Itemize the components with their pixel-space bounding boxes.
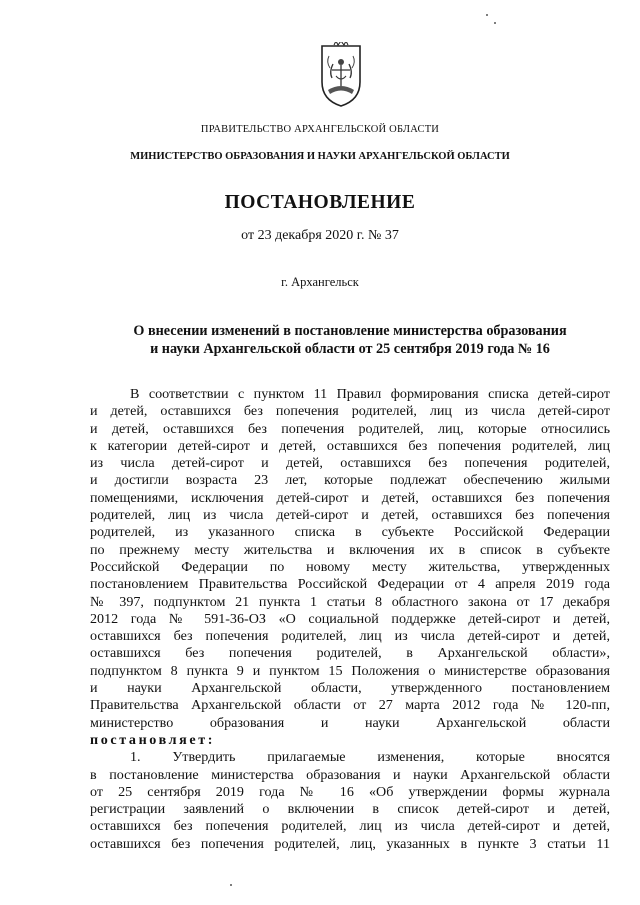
government-name: ПРАВИТЕЛЬСТВО АРХАНГЕЛЬСКОЙ ОБЛАСТИ (200, 124, 440, 135)
body-line: оставшихся без попечения родителей, лиц, указанных в пункте 3 статьи 11 (90, 835, 610, 852)
body-line: 2012 года № 591-36-ОЗ «О социальной поддержке детей-сирот и детей, (90, 610, 610, 627)
body-line: и науки Архангельской области, утвержденного постановлением (90, 680, 610, 697)
body-line: к категории детей-сирот и детей, оставшихся без попечения родителей, лиц (90, 437, 610, 454)
body-line: из числа детей-сирот и детей, оставшихся без попечения родителей, (90, 455, 610, 472)
scan-speck (486, 14, 488, 16)
date-number: от 23 декабря 2020 г. № 37 (241, 228, 399, 243)
body-line: и детей, оставшихся без попечения родителей, лиц, которые относились (90, 420, 610, 437)
body-line: родителей, лиц из числа детей-сирот и детей, оставшихся без попечения (90, 507, 610, 524)
body-line: Правительства Архангельской области от 27 марта 2012 года № 120-пп, (90, 697, 610, 714)
body-line: и достигли возраста 23 лет, которые подлежат обеспечению жилыми (90, 472, 610, 489)
document-title (80, 322, 620, 358)
place-of-issue: г. Архангельск (281, 275, 359, 289)
body-line: регистрации заявлений о включении в список детей-сирот и детей, (90, 801, 610, 818)
body-line: оставшихся без попечения родителей, в Архангельской области», (90, 645, 610, 662)
body-line: оставшихся без попечения родителей, лиц из числа детей-сирот и детей, (90, 628, 610, 645)
document-body (90, 386, 610, 853)
body-line: В соответствии с пунктом 11 Правил формирования списка детей-сирот (130, 386, 610, 402)
body-line: № 397, подпунктом 21 пункта 1 статьи 8 областного закона от 17 декабря (90, 593, 610, 610)
document-type: ПОСТАНОВЛЕНИЕ (224, 192, 416, 213)
title-line: и науки Архангельской области от 25 сентября 2019 года № 16 (150, 341, 550, 357)
body-line: родителей, из указанного списка в субъекте Российской Федерации (90, 524, 610, 541)
body-line: оставшихся без попечения родителей, лиц из числа детей-сирот и детей, (90, 818, 610, 835)
body-line: Российской Федерации по новому месту жительства, утвержденных (90, 558, 610, 575)
body-line: от 25 сентября 2019 года № 16 «Об утверждении формы журнала (90, 783, 610, 800)
body-line: в постановление министерства образования и науки Архангельской области (90, 766, 610, 783)
ministry-name: МИНИСТЕРСТВО ОБРАЗОВАНИЯ И НАУКИ АРХАНГЕЛЬСКОЙ ОБЛАСТИ (130, 151, 510, 162)
body-line: и детей, оставшихся без попечения родителей, лиц из числа детей-сирот (90, 403, 610, 420)
body-line: подпунктом 8 пункта 9 и пунктом 15 Положения о министерстве образования (90, 662, 610, 679)
body-line: помещениями, исключения детей-сирот и детей, оставшихся без попечения (90, 489, 610, 506)
resolves-keyword: постановляет: (90, 731, 216, 748)
body-line: по прежнему месту жительства и включения их в список в субъекте (90, 541, 610, 558)
coat-of-arms-icon (318, 42, 364, 108)
body-line: министерство образования и науки Архангельской области (90, 714, 610, 731)
scan-speck (494, 22, 496, 24)
scan-speck (230, 884, 232, 886)
body-line: 1. Утвердить прилагаемые изменения, которые вносятся (130, 749, 610, 766)
body-line: постановлением Правительства Российской Федерации от 4 апреля 2019 года (90, 576, 610, 593)
title-line: О внесении изменений в постановление министерства образования (133, 323, 567, 339)
